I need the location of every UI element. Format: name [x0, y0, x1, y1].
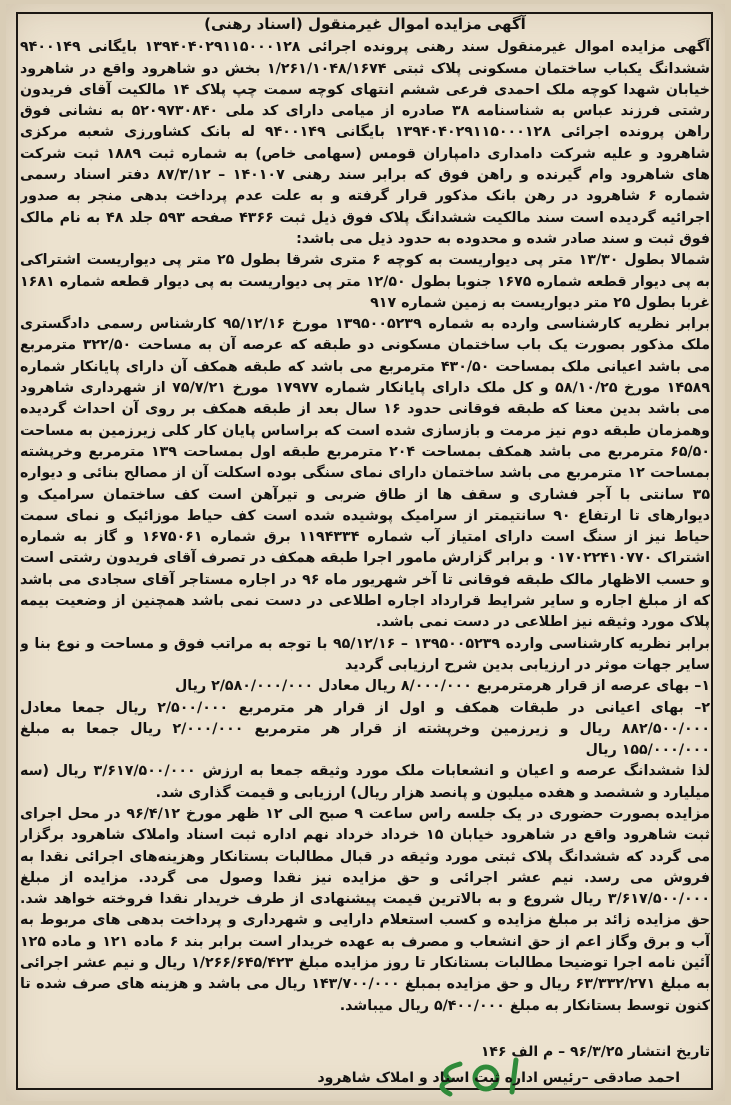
total-valuation: لذا ششدانگ عرصه و اعیان و انشعابات ملک مورد وثیقه جمعا به ارزش ۳/۶۱۷/۵۰۰/۰۰۰ ریال (سه میلیارد و ششصد و هفده میلیون و پانصد هزار ریال) ارزیابی و قیمت گذاری شد.	[20, 763, 710, 801]
valuation-item-1: ۱– بهای عرصه از قرار هرمترمربع ۸/۰۰۰/۰۰۰ ریال معادل ۲/۵۸۰/۰۰۰/۰۰۰ ریال	[175, 678, 710, 695]
intro-paragraph: آگهی مزایده اموال غیرمنقول سند رهنی پرونده اجرائی ۱۳۹۴۰۴۰۲۹۱۱۵۰۰۰۱۲۸ بایگانی ۹۴۰۰۱۴۹ ششدانگ یکباب ساختمان مسکونی پلاک ثبتی ۱/۲۶۱/۱۰۴۸/۱۶۷۴ بخش دو شاهرود واقع در شاهرود خیابان شهدا کوچه ملک احمدی فرعی ششم انتهای کوچه سمت چپ پلاک ۱۴ مالکیت آقای فریدون رشتی فرزند عباس به شناسنامه ۳۸ صادره از میامی دارای کد ملی ۵۲۰۹۷۳۰۸۴۰ به نشانی فوق راهن پرونده اجرائی ۱۳۹۴۰۴۰۲۹۱۱۵۰۰۰۱۲۸ بایگانی ۹۴۰۰۱۴۹ له بانک کشاورزی شعبه مرکزی شاهرود و علیه شرکت دامداری دامپاران قومس (سهامی خاص) به شماره ثبت ۱۸۸۹ ثبت شرکت های شاهرود وام گیرنده و راهن فوق که برابر سند رهنی ۱۴۰۱۰۷ – ۸۷/۳/۱۲ دفتر اسناد رسمی شماره ۶ شاهرود در رهن بانک مذکور قرار گرفته و به علت عدم پرداخت بدهی منجر به صدور اجرائیه گردیده است سند مالکیت ششدانگ پلاک فوق ذیل ثبت ۴۳۶۶ صفحه ۵۹۳ جلد ۴۸ به نام مالک فوق ثبت و سند صادر شده و محدوده به حدود ذیل می باشد:	[20, 39, 710, 247]
expert-report-paragraph: برابر نظریه کارشناسی وارده به شماره ۱۳۹۵۰۰۵۲۳۹ مورخ ۹۵/۱۲/۱۶ کارشناس رسمی دادگستری ملک مذکور بصورت یک باب ساختمان مسکونی دو طبقه که عرصه آن به مساحت ۳۲۲/۵۰ مترمربع می باشد اعیانی ملک بمساحت ۴۳۰/۵۰ مترمربع می باشد که طبقه همکف آن دارای پایانکار شماره ۱۴۵۸۹ مورخ ۵۸/۱۰/۲۵ و کل ملک دارای پایانکار شماره ۱۷۹۷۷ مورخ ۷۵/۷/۲۱ از شهرداری شاهرود می باشد بدین معنا که طبقه فوقانی حدود ۱۶ سال بعد از طبقه همکف بر روی آن احداث گردیده وهمزمان طبقه دوم نیز مرمت و بازسازی شده است که براساس پایان کار کلی زیرزمین به مساحت ۶۵/۵۰ مترمربع می باشد همکف بمساحت ۲۰۴ مترمربع طبقه اول بمساحت ۱۳۹ مترمربع وخرپشته بمساحت ۱۲ مترمربع می باشد ساختمان دارای نمای سنگی بوده اسکلت آن از مصالح بنائی و دیواره ۳۵ سانتی با آجر فشاری و سقف ها از طاق ضربی و تیرآهن است کف ساختمان سرامیک و دیوارهای تا ارتفاع ۹۰ سانتیمتر از سرامیک پوشیده شده است کف حیاط موزائیک و نمای سمت حیاط نیز از سنگ است دارای امتیاز آب شماره ۱۱۹۴۳۳۴ برق شماره ۱۶۷۵۰۶۱ و گاز به شماره اشتراک ۰۱۷۰۲۲۴۱۰۷۷۰ و برابر گزارش مامور اجرا طبقه همکف در تصرف آقای فریدون رشتی است و حسب الاظهار مالک طبقه فوقانی تا آخر شهریور ماه ۹۶ در اجاره مستاجر آقای سجادی می باشد که از مبلغ اجاره و سایر شرایط قرارداد اجاره اطلاعی در دست نمی باشد همچنین از وضعیت بیمه پلاک مورد وثیقه نیز اطلاعی در دست نمی باشد.	[20, 316, 710, 631]
notice-title: آگهی مزایده اموال غیرمنقول (اسناد رهنی)	[204, 15, 526, 33]
notice-body	[20, 14, 710, 1094]
publish-date: تاریخ انتشار ۹۶/۳/۲۵ – م الف ۱۴۶	[480, 1044, 710, 1060]
auction-terms: مزایده بصورت حضوری در یک جلسه راس ساعت ۹ صبح الی ۱۲ ظهر مورخ ۹۶/۴/۱۲ در محل اجرای ثبت شاهرود واقع در شاهرود خیابان ۱۵ خرداد خرداد نهم اداره ثبت اسناد واملاک شاهرود برگزار می گردد که ششدانگ پلاک ثبتی مورد وثیقه در قبال مطالبات بستانکار وهزینه‌های اجرائی نقدا به فروش می رسد. نیم عشر اجرائی و حق مزایده نیز نقدا وصول می گردد. مزایده از مبلغ ۳/۶۱۷/۵۰۰/۰۰۰ ریال شروع و به بالاترین قیمت پیشنهادی از طرف خریدار نقدا فروخته خواهد شد. حق مزایده زائد بر مبلغ مزایده و کسب استعلام دارایی و شهرداری و پرداخت بدهی های مربوط به آب و برق وگاز اعم از حق انشعاب و مصرف به عهده خریدار است برابر بند ۶ ماده ۱۲۱ و ماده ۱۲۵ آئین نامه اجرا توضیحا مطالبات بستانکار تا روز مزایده مبلغ ۱/۲۶۶/۶۴۵/۴۲۳ ریال و نیم عشر اجرائی به مبلغ ۶۳/۳۳۲/۲۷۱ ریال و حق مزایده بمبلغ ۱۴۳/۷۰۰/۰۰۰ ریال می باشد و هزینه های صرف شده تا کنون توسط بستانکار به مبلغ ۵/۴۰۰/۰۰۰ ریال میباشد.	[20, 805, 710, 1014]
valuation-item-2: ۲– بهای اعیانی در طبقات همکف و اول از قرار هر مترمربع ۲/۵۰۰/۰۰۰ ریال جمعا معادل ۸۸۲/۵۰۰/۰۰۰ ریال و زیرزمین وخرپشته از قرار هر مترمربع ۲/۰۰۰/۰۰۰ ریال جمعا به مبلغ ۱۵۵/۰۰۰/۰۰۰ ریال	[20, 699, 710, 759]
signature-line: احمد صادقی –رئیس اداره ثبت اسناد و املاک شاهرود	[317, 1070, 680, 1086]
valuation-intro: برابر نظریه کارشناسی وارده ۱۳۹۵۰۰۵۲۳۹ – ۹۵/۱۲/۱۶ با توجه به مراتب فوق و مساحت و نوع بنا و سایر جهات موثر در ارزیابی بدین شرح ارزیابی گردید	[20, 635, 710, 673]
boundaries-paragraph: شمالا بطول ۱۳/۳۰ متر پی دیواریست به کوچه ۶ متری شرقا بطول ۲۵ متر پی دیواریست اشتراکی به پی دیوار قطعه شماره ۱۶۷۵ جنوبا بطول ۱۲/۵۰ متر پی دیواریست به پی دیوار قطعه شماره ۱۶۸۱ غربا بطول ۲۵ متر دیواریست به زمین شماره ۹۱۷	[20, 252, 710, 311]
